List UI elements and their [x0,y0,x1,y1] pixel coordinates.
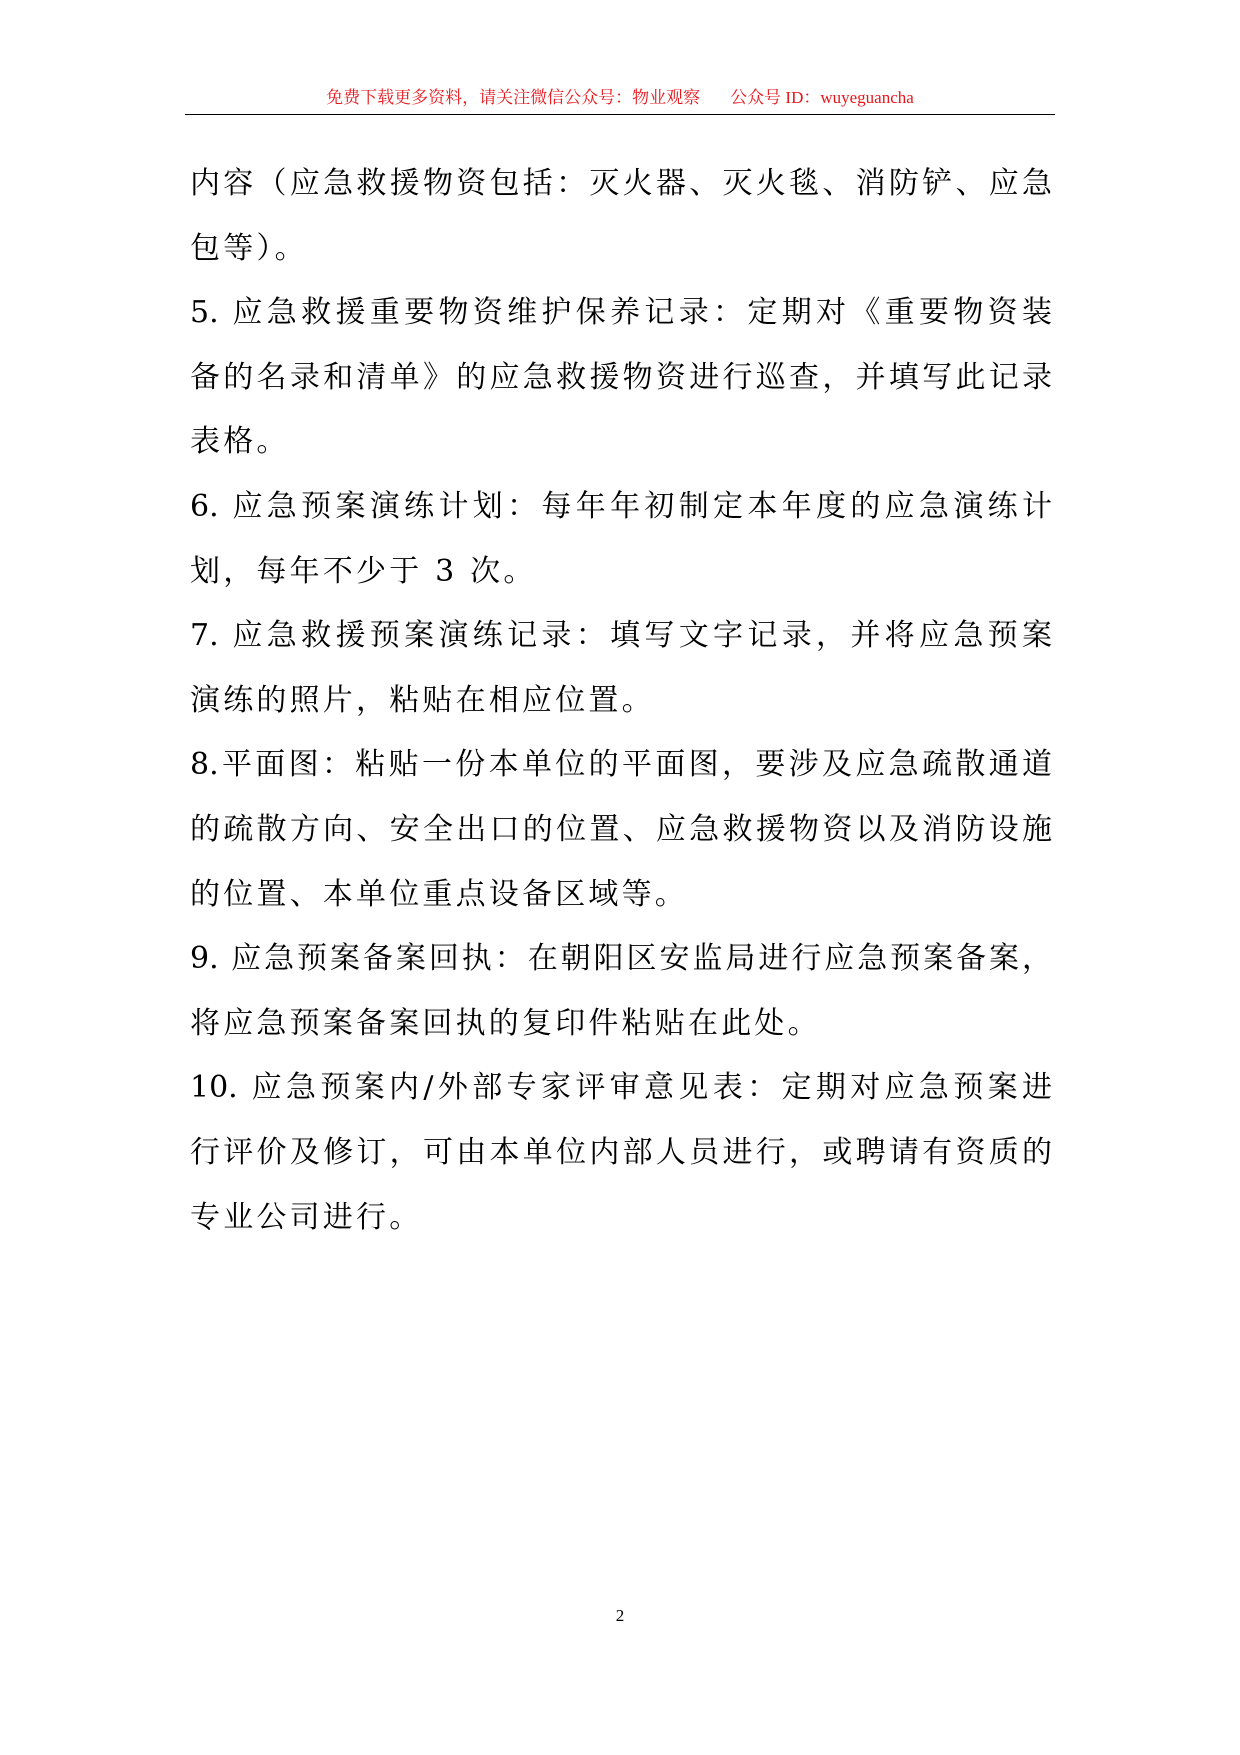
body-line-2: 包等）。 [190,230,308,266]
page-number: 2 [615,1606,625,1625]
body-line-7: 划，每年不少于 3 次。 [190,553,537,589]
body-line-15: 10. 应急预案内/外部专家评审意见表：定期对应急预案进 [190,1070,1052,1106]
body-line-11: 的疏散方向、安全出口的位置、应急救援物资以及消防设施 [190,811,1052,847]
body-line-13: 9. 应急预案备案回执：在朝阳区安监局进行应急预案备案， [190,941,1052,977]
body-line-17: 专业公司进行。 [190,1199,423,1235]
body-line-12: 的位置、本单位重点设备区域等。 [190,876,688,912]
document-body [190,152,1052,1250]
body-line-1: 内容（应急救援物资包括：灭火器、灭火毯、消防铲、应急 [190,166,1052,201]
body-line-14: 将应急预案备案回执的复印件粘贴在此处。 [190,1005,821,1041]
body-line-6: 6. 应急预案演练计划：每年年初制定本年度的应急演练计 [190,488,1052,524]
body-line-10: 8.平面图：粘贴一份本单位的平面图，要涉及应急疏散通道 [190,747,1052,783]
body-line-8: 7. 应急救援预案演练记录：填写文字记录，并将应急预案 [190,618,1052,654]
body-line-9: 演练的照片，粘贴在相应位置。 [190,682,655,718]
body-line-16: 行评价及修订，可由本单位内部人员进行，或聘请有资质的 [190,1134,1052,1170]
header-account-id: 公众号 ID：wuyeguancha [730,88,914,107]
page-header [185,84,1055,115]
body-line-4: 备的名录和清单》的应急救援物资进行巡查，并填写此记录 [190,359,1052,395]
body-line-5: 表格。 [190,424,290,460]
header-promo-text: 免费下载更多资料，请关注微信公众号：物业观察 [326,88,701,107]
body-line-3: 5. 应急救援重要物资维护保养记录：定期对《重要物资装 [190,295,1052,331]
